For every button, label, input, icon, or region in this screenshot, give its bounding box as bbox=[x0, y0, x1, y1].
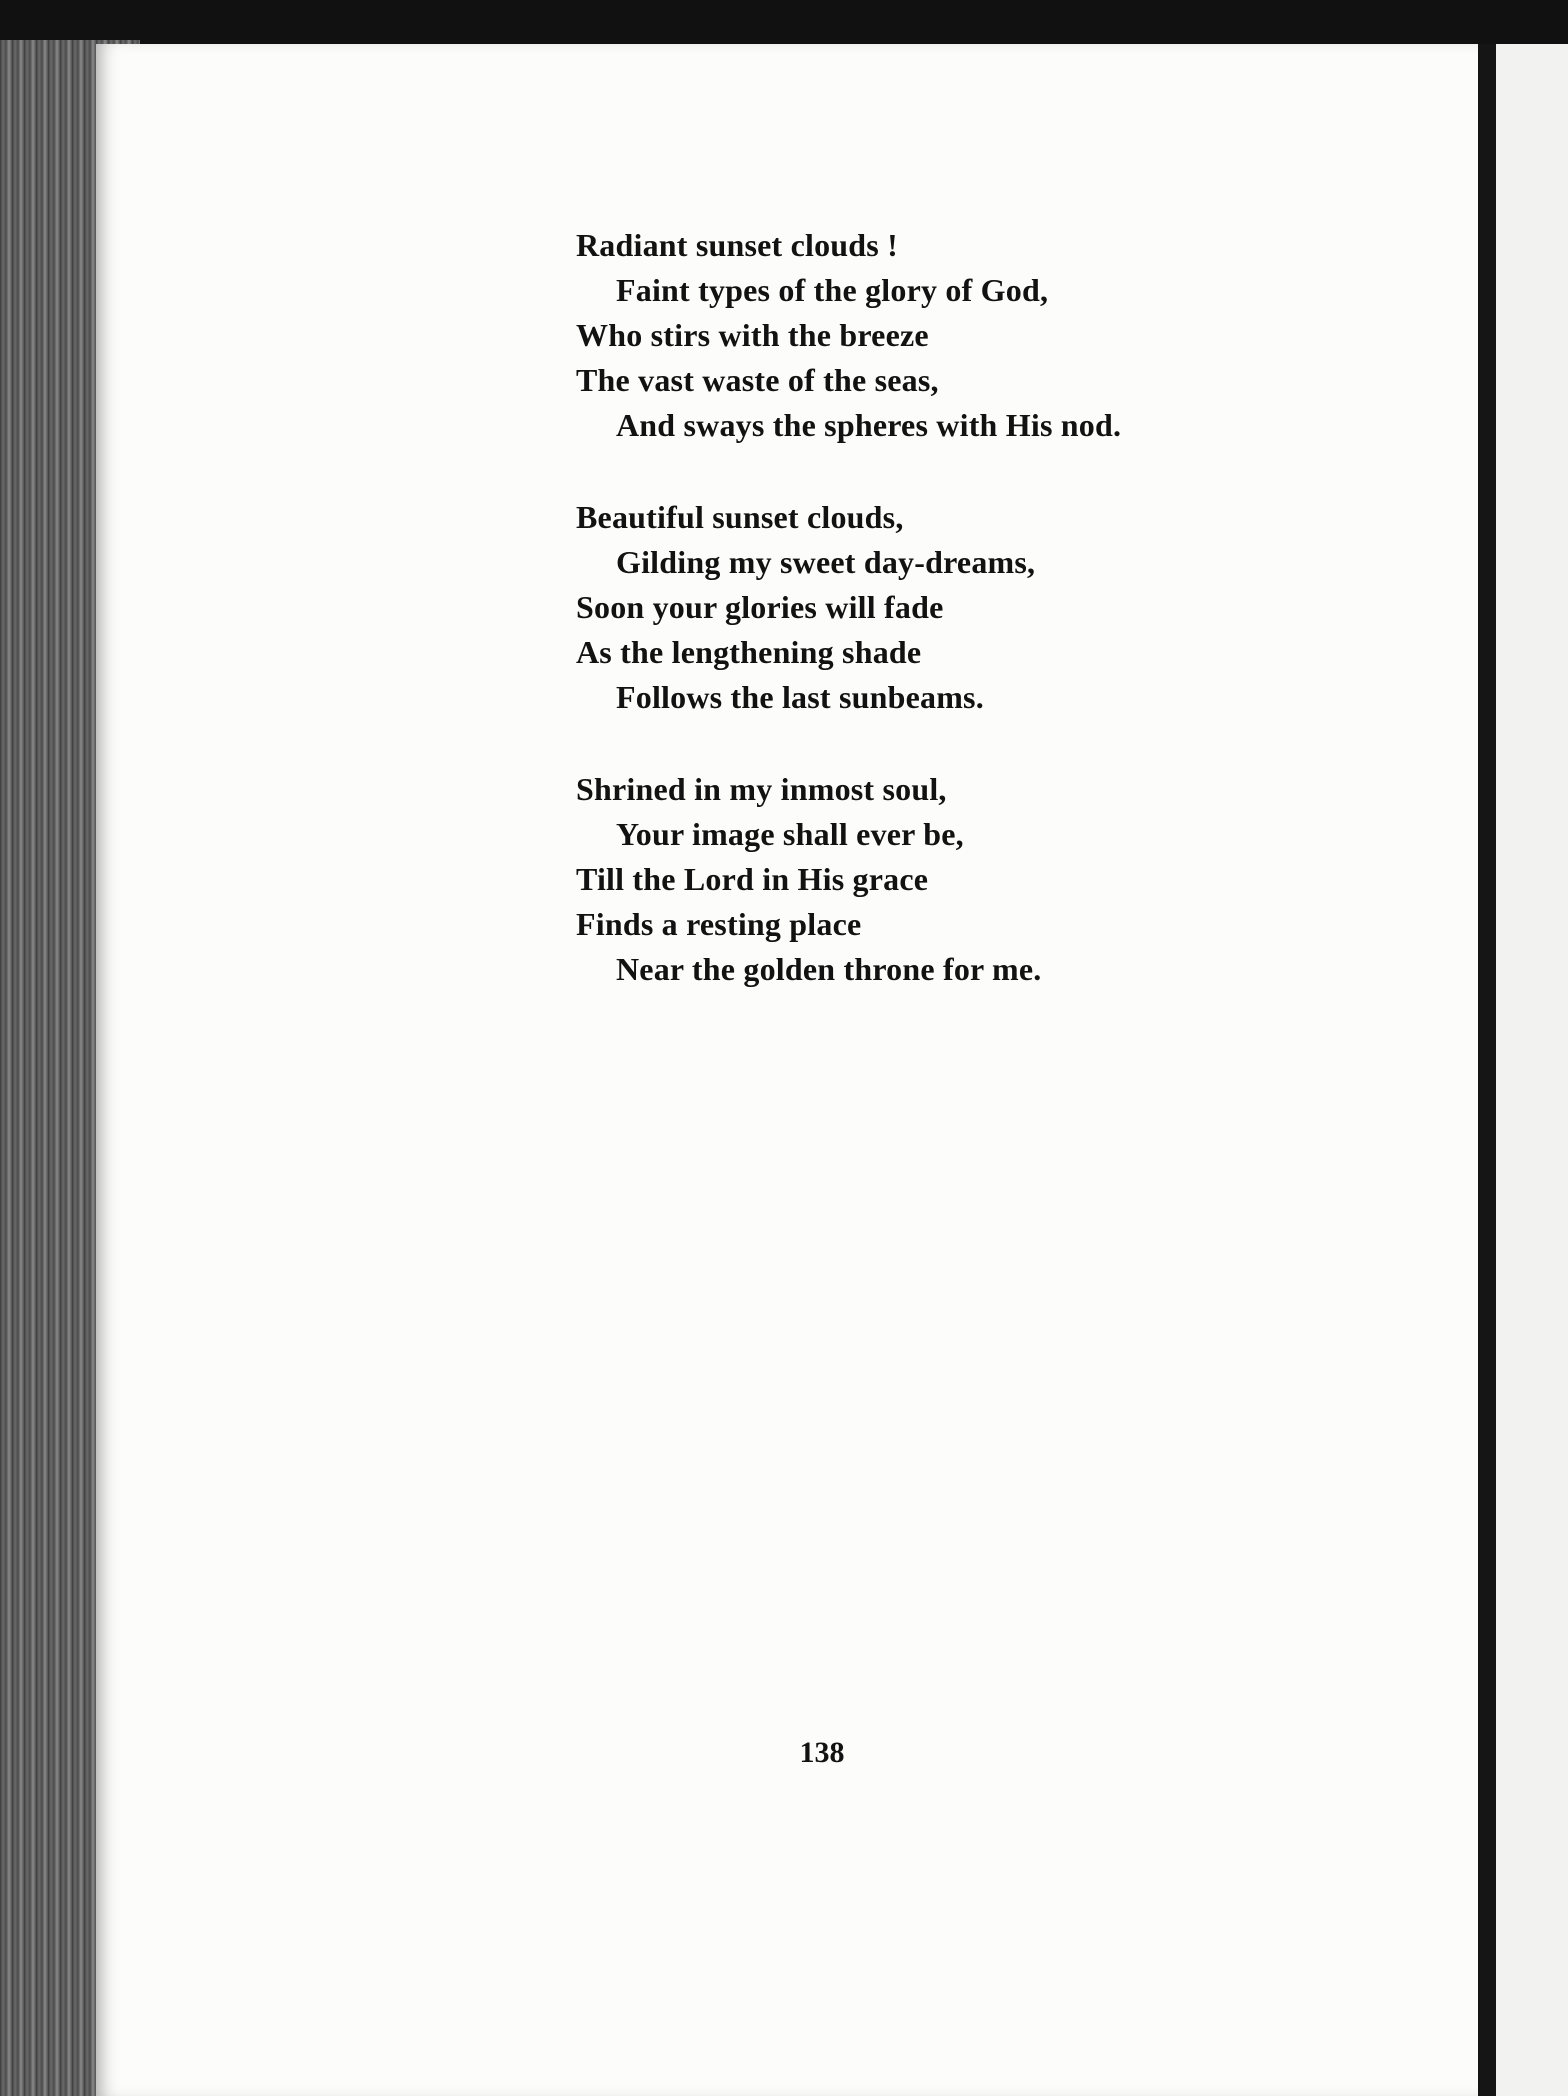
stanza bbox=[576, 223, 1121, 448]
poem-line: Follows the last sunbeams. bbox=[616, 679, 984, 715]
poem-line: Finds a resting place bbox=[576, 906, 862, 942]
facing-page-edge bbox=[1496, 44, 1568, 2096]
book-gutter bbox=[1478, 44, 1496, 2096]
stanza bbox=[576, 495, 1121, 720]
scan-border bbox=[0, 0, 1568, 48]
poem-line: And sways the spheres with His nod. bbox=[616, 407, 1122, 443]
poem-line: Radiant sunset clouds ! bbox=[576, 227, 899, 263]
poem bbox=[576, 223, 1121, 1039]
page-number: 138 bbox=[799, 1736, 845, 1769]
poem-line: As the lengthening shade bbox=[576, 634, 922, 670]
poem-line: Soon your glories will fade bbox=[576, 589, 944, 625]
poem-line: Faint types of the glory of God, bbox=[616, 272, 1049, 308]
poem-line: The vast waste of the seas, bbox=[576, 362, 939, 398]
poem-line: Near the golden throne for me. bbox=[616, 951, 1042, 987]
poem-line: Shrined in my inmost soul, bbox=[576, 771, 947, 807]
poem-line: Gilding my sweet day-dreams, bbox=[616, 544, 1036, 580]
poem-line: Your image shall ever be, bbox=[616, 816, 964, 852]
poem-line: Beautiful sunset clouds, bbox=[576, 499, 904, 535]
poem-line: Who stirs with the breeze bbox=[576, 317, 929, 353]
poem-line: Till the Lord in His grace bbox=[576, 861, 929, 897]
stanza bbox=[576, 767, 1121, 992]
